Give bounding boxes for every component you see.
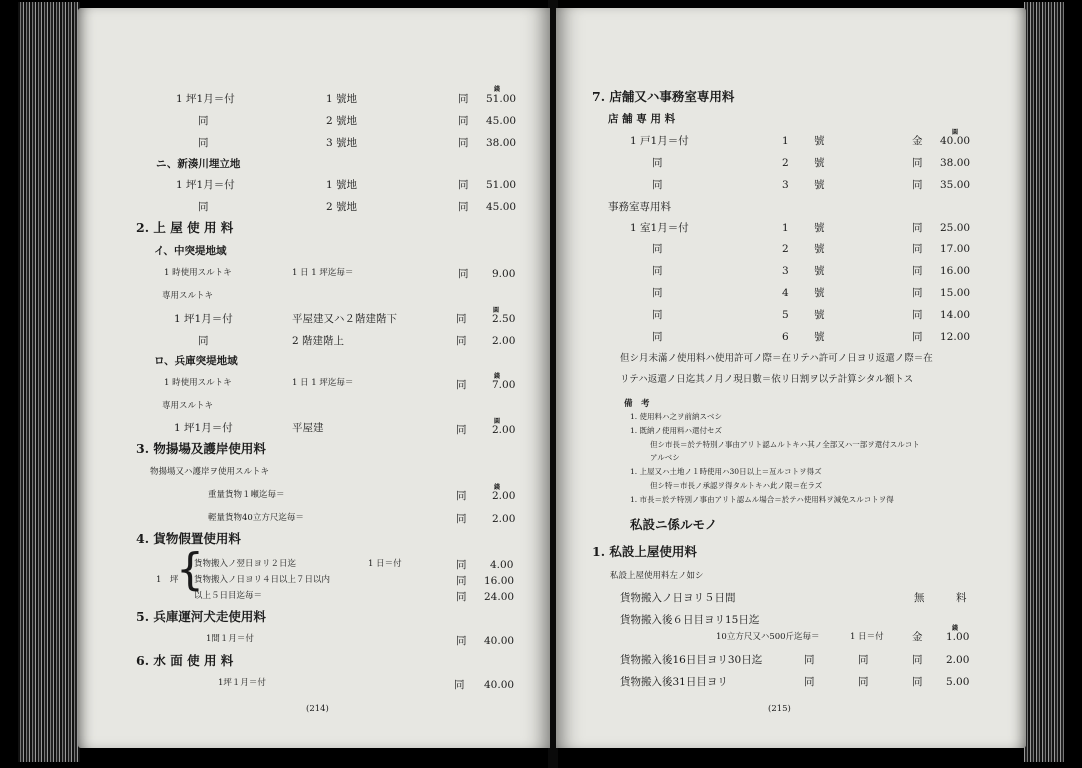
row-text: 1 坪1月＝付 [174,422,233,434]
row-text: 同 [652,331,663,343]
row-text: 同 [912,222,923,234]
row-text: 平屋建 [292,422,324,434]
row-text: 同 [456,591,467,603]
row-text: 無 [914,592,925,604]
row-text: 號 [814,179,825,191]
row-text: 金 [912,631,923,643]
row-value: 45.00 [486,115,517,127]
note-line: 但シ市長＝於テ特別ノ事由アリト認ムルトキハ其ノ全部又ハ一部ヲ還付スルコト [650,440,920,449]
row-value: 40.00 [484,679,515,691]
section-heading: 6. 水 面 使 用 料 [136,653,234,668]
note-line: 但シ特＝市長ノ承認ヲ得タルトキハ此ノ限＝在ラズ [650,481,823,490]
row-text: 號 [814,222,825,234]
row-text: 同 [458,201,469,213]
left-page [78,8,550,748]
row-text: 同 [652,309,663,321]
row-text: 同 [912,654,923,666]
unit-label: 圓 [493,307,500,314]
row-text: 専用スルトキ [162,291,214,301]
row-value: 38.00 [940,157,971,169]
row-value: 45.00 [486,201,517,213]
row-text: 同 [912,157,923,169]
row-text: 同 [458,179,469,191]
row-text: 號 [814,309,825,321]
row-value: 40.00 [484,635,515,647]
row-text: 1 坪 [156,575,179,585]
row-text: 同 [912,676,923,688]
right-page [556,8,1026,748]
row-text: 號 [814,157,825,169]
row-text: 金 [912,135,923,147]
row-text: 同 [456,559,467,571]
row-value: 15.00 [940,287,971,299]
book-edge-right [1024,2,1064,762]
row-text: 同 [456,335,467,347]
note-title: 備 考 [624,399,650,409]
row-text: 同 [458,93,469,105]
row-value: 12.00 [940,331,971,343]
row-value: 14.00 [940,309,971,321]
row-text: 1 室1月＝付 [630,222,689,234]
row-text: 貨物搬入後16日目ヨリ30日迄 [620,654,763,666]
row-text: 1 [782,222,789,234]
row-value: 16.00 [484,575,515,587]
unit-label: 錢 [494,484,501,491]
row-text: 同 [198,335,209,347]
row-text: 貨物搬入ノ日ヨリ５日間 [620,592,736,604]
note-line: 1. 既納ノ使用料ハ還付セズ [630,426,723,435]
row-text: 1 日＝付 [368,559,402,569]
row-value: 38.00 [486,137,517,149]
row-text: 2 號地 [326,115,358,127]
row-value: 7.00 [492,379,516,391]
row-text: 同 [912,309,923,321]
section-heading: 4. 貨物假置使用料 [136,531,241,546]
row-text: 3 [782,265,789,277]
section-heading: 1. 私設上屋使用料 [592,544,697,559]
row-text: 1坪１月＝付 [218,678,266,688]
row-text: 貨物搬入ノ翌日ヨリ２日迄 [194,559,297,569]
subsection-heading: 私設ニ係ルモノ [630,517,718,532]
row-value: 4.00 [490,559,514,571]
subsection-heading: 店 舗 専 用 料 [608,113,676,125]
row-value: 2.00 [492,513,516,525]
paragraph-line: 但シ月未滿ノ使用料ハ使用許可ノ際＝在リテハ許可ノ日ヨリ返還ノ際＝在 [620,353,933,364]
row-text: 1 日 1 坪迄毎＝ [292,378,354,388]
row-value: 51.00 [486,179,517,191]
row-text: 同 [652,287,663,299]
row-text: 5 [782,309,789,321]
row-text: 同 [912,243,923,255]
page-number: (215) [768,704,791,714]
row-text: 同 [456,424,467,436]
row-text: 同 [198,137,209,149]
row-text: 1 坪1月＝付 [174,313,233,325]
row-text: 私設上屋使用料左ノ如シ [610,571,704,581]
row-text: 同 [454,679,465,691]
row-text: 同 [458,268,469,280]
row-value: 5.00 [946,676,970,688]
row-text: 同 [198,201,209,213]
section-heading: 2. 上 屋 使 用 料 [136,220,234,235]
row-text: 料 [956,592,967,604]
subsection-heading: イ、中突堤地域 [154,245,227,257]
row-text: 1 坪1月＝付 [176,179,235,191]
row-text: 同 [652,179,663,191]
note-line: 1. 上屋又ハ土地ノ１時使用ハ30日以上＝亙ルコトヲ得ズ [630,467,822,476]
note-line: 1. 市長＝於テ特別ノ事由アリト認ムル場合＝於テハ使用料ヲ減免スルコトヲ得 [630,495,894,504]
row-text: 4 [782,287,789,299]
row-text: 1 戸1月＝付 [630,135,689,147]
row-text: 6 [782,331,789,343]
row-text: 同 [456,513,467,525]
row-value: 16.00 [940,265,971,277]
unit-label: 錢 [952,625,959,632]
row-value: 24.00 [484,591,515,603]
row-text: 同 [652,243,663,255]
row-text: 2 號地 [326,201,358,213]
row-text: 同 [652,157,663,169]
book-edge-left [18,2,80,762]
row-text: 3 [782,179,789,191]
row-text: 同 [804,676,815,688]
unit-label: 圓 [494,418,501,425]
row-text: 1 號地 [326,93,358,105]
page-number: (214) [306,704,329,714]
row-text: 號 [814,243,825,255]
row-text: 1 時使用スルトキ [164,378,232,388]
row-value: 2.00 [492,335,516,347]
row-value: 2.00 [946,654,970,666]
row-text: 1 坪1月＝付 [176,93,235,105]
row-text: 貨物搬入ノ日ヨリ４日以上７日以内 [194,575,331,585]
row-text: 同 [912,265,923,277]
row-text: 3 號地 [326,137,358,149]
subsection-heading: ロ、兵庫突堤地域 [154,355,238,367]
row-text: 物揚場又ハ護岸ヲ使用スルトキ [150,467,270,477]
row-text: 同 [858,676,869,688]
row-text: 同 [198,115,209,127]
row-text: 以上５日目迄毎＝ [194,591,263,601]
row-text: 同 [458,115,469,127]
row-text: 1 時使用スルトキ [164,268,232,278]
row-text: 貨物搬入後６日目ヨリ15日迄 [620,614,760,626]
row-text: 同 [456,379,467,391]
row-value: 17.00 [940,243,971,255]
row-text: 同 [458,137,469,149]
brace-icon: { [176,544,204,595]
row-text: 號 [814,135,825,147]
unit-label: 圓 [952,129,959,136]
row-text: 號 [814,265,825,277]
row-text: 2 階建階上 [292,335,345,347]
row-value: 1.00 [946,631,970,643]
row-value: 2.00 [492,424,516,436]
row-text: 號 [814,287,825,299]
row-value: 25.00 [940,222,971,234]
row-text: 1 日 1 坪迄毎＝ [292,268,354,278]
note-line: アルベシ [650,453,680,462]
row-text: 輕量貨物40立方尺迄毎＝ [208,513,304,523]
subsection-heading: 事務室専用料 [608,201,671,213]
unit-label: 錢 [494,373,501,380]
row-text: 2 [782,157,789,169]
row-text: 同 [858,654,869,666]
row-text: 同 [456,313,467,325]
section-heading: 3. 物揚場及護岸使用料 [136,441,266,456]
row-text: 平屋建又ハ２階建階下 [292,313,397,325]
paragraph-line: リテハ返還ノ日迄其ノ月ノ現日數＝依リ日割ヲ以テ計算シタル額トス [620,374,914,385]
row-text: 貨物搬入後31日目ヨリ [620,676,728,688]
row-text: 1 日＝付 [850,632,884,642]
row-text: 10立方尺又ハ500斤迄毎＝ [716,632,820,642]
row-value: 51.00 [486,93,517,105]
row-text: 同 [912,179,923,191]
row-text: 重量貨物１噸迄毎＝ [208,490,285,500]
subsection-heading: ニ、新湊川埋立地 [156,158,241,170]
row-text: 同 [456,490,467,502]
row-text: 2 [782,243,789,255]
section-heading: 5. 兵庫運河犬走使用料 [136,609,266,624]
section-heading: 7. 店舗又ハ事務室専用料 [592,89,735,104]
row-text: 同 [804,654,815,666]
row-text: 同 [456,635,467,647]
row-text: 1間１月＝付 [206,634,254,644]
row-value: 9.00 [492,268,516,280]
note-line: 1. 使用料ハ之ヲ前納スベシ [630,412,723,421]
row-text: 1 [782,135,789,147]
unit-label: 錢 [494,86,501,93]
row-text: 1 號地 [326,179,358,191]
row-value: 2.50 [492,313,516,325]
row-value: 35.00 [940,179,971,191]
row-text: 同 [912,287,923,299]
row-text: 専用スルトキ [162,401,214,411]
row-value: 40.00 [940,135,971,147]
row-text: 同 [456,575,467,587]
row-value: 2.00 [492,490,516,502]
row-text: 同 [912,331,923,343]
row-text: 同 [652,265,663,277]
row-text: 號 [814,331,825,343]
